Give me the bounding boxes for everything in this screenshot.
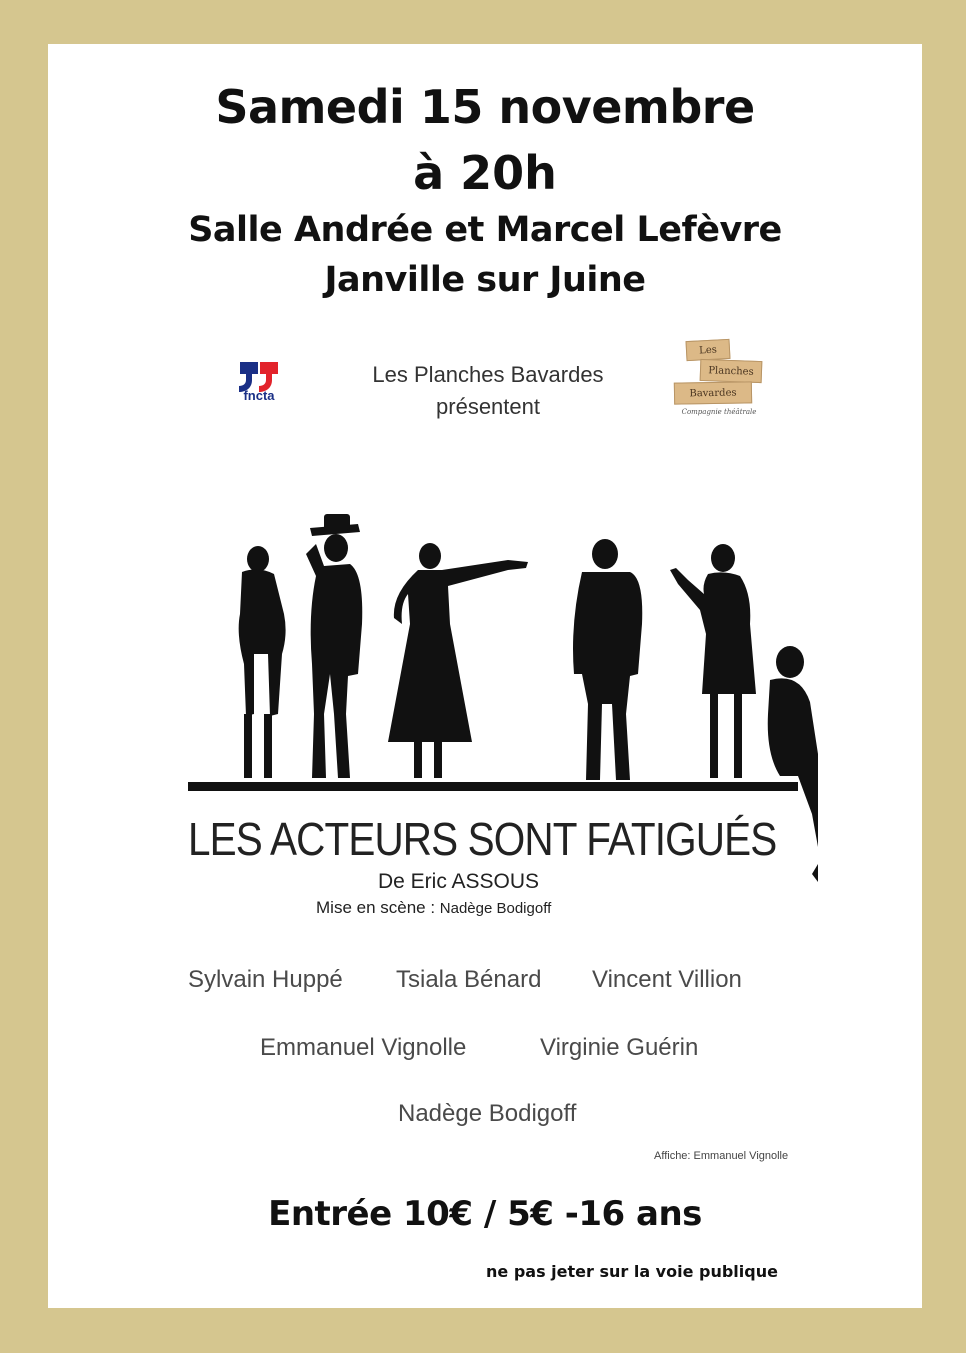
fncta-label: fncta <box>243 388 275 403</box>
stage-plank <box>188 782 798 791</box>
play-title: LES ACTEURS SONT FATIGUÉS <box>188 813 777 865</box>
director-name: Nadège Bodigoff <box>439 900 552 917</box>
troupe-name: Les Planches Bavardes <box>372 362 604 387</box>
logo-board-1: Les <box>686 339 731 361</box>
cast-member: Tsiala Bénard <box>396 966 542 993</box>
logo-board-3: Bavardes <box>674 381 752 404</box>
poster <box>48 44 922 1308</box>
director-label: Mise en scène : <box>316 898 440 917</box>
logo-subtitle: Compagnie théâtrale <box>681 408 757 416</box>
cast-member: Nadège Bodigoff <box>398 1100 577 1127</box>
ticket-price: Entrée 10€ / 5€ -16 ans <box>268 1194 702 1234</box>
cast-member: Virginie Guérin <box>540 1034 699 1061</box>
silhouette-man-hat <box>306 514 362 778</box>
poster-credit: Affiche: Emmanuel Vignolle <box>654 1150 789 1162</box>
event-venue: Salle Andrée et Marcel Lefèvre <box>188 210 782 250</box>
logo-board-2: Planches <box>700 359 763 383</box>
play-director <box>316 898 551 918</box>
silhouette-woman-right <box>670 544 756 778</box>
silhouette-woman-dress <box>388 543 528 778</box>
cast-member: Sylvain Huppé <box>188 966 343 993</box>
troupe-logo <box>664 340 774 424</box>
silhouette-woman-1 <box>239 546 286 778</box>
event-town: Janville sur Juine <box>324 260 646 300</box>
silhouette-man-center <box>573 539 642 780</box>
cast-member: Vincent Villion <box>592 966 742 993</box>
event-date: Samedi 15 novembre <box>215 80 755 134</box>
troupe-presents: présentent <box>436 394 540 419</box>
disposal-notice: ne pas jeter sur la voie publique <box>486 1262 778 1281</box>
cast-member: Emmanuel Vignolle <box>260 1034 467 1061</box>
event-time: à 20h <box>413 146 557 200</box>
play-author: De Eric ASSOUS <box>378 870 540 893</box>
